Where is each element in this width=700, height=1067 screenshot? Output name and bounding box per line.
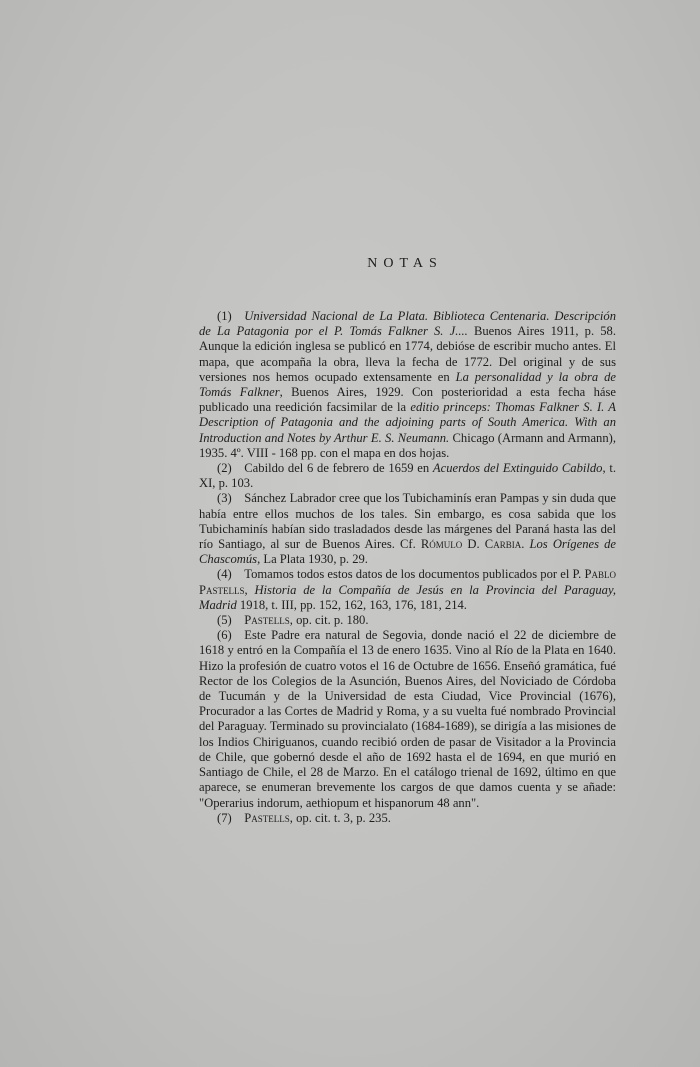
footnote-italic-text: Los Orígenes de Chascomús [199,537,617,567]
footnote-number: (3) [217,491,232,506]
footnote [199,309,616,461]
footnote-text: Tomamos todos estos datos de los documentos publicados por el P. [244,567,585,582]
footnote-italic-text: La personalidad y la obra de Tomás Falkner [199,369,617,400]
footnote [199,811,616,826]
footnote-text: . [521,537,530,552]
footnote-italic-text: Universidad Nacional de La Plata. Biblioteca Centenaria. Descripción de La Patagonia por el P. Tomás Falkner S. J.... [199,309,616,339]
footnote-number: (1) [217,309,232,323]
footnote-text: , [244,582,255,597]
footnote-text: Sánchez Labrador cree que los Tubichaminís eran Pampas y sin duda que había entre ellos muchos de los tales. Sin embargo, es cosa sabida que los Tubichaminís habían sido trasladados desde las márgenes del Paraná hasta las del río Santiago, al sur de Buenos Aires. Cf. [199,491,616,552]
footnote-text: Cabildo del 6 de febrero de 1659 en [244,461,433,476]
footnote-italic-text: editio princeps: Thomas Falkner S. I. A Description of Patagonia and the adjoining parts of South America. With an Introduction and Notes by Arthur E. S. Neumann. [199,400,616,445]
footnote-number: (4) [217,567,232,582]
footnote-text: 1918, t. III, pp. 152, 162, 163, 176, 181, 214. [236,597,467,612]
footnote-italic-text: Acuerdos del Extinguido Cabildo [432,461,603,476]
footnote-number: (7) [217,810,232,825]
footnote-number: (5) [217,613,232,628]
page-title: NOTAS [367,256,443,271]
footnote-author-name: Pastells [244,613,290,628]
footnote [199,461,616,491]
footnote-number: (6) [217,628,232,643]
footnote-text: Chicago (Armann and Armann), 1935. 4º. VIII - 168 pp. con el mapa en dos hojas. [199,430,616,460]
footnote [199,491,616,567]
footnote-number: (2) [217,461,232,476]
footnote-text: , op. cit. p. 180. [289,613,369,628]
footnote [199,567,616,613]
footnote-italic-text: Historia de la Compañía de Jesús en la Provincia del Paraguay, Madrid [199,582,616,612]
footnote-text: , t. XI, p. 103. [199,461,616,491]
footnote [199,613,616,628]
footnote-author-name: Pastells [244,810,290,825]
notes-section [199,309,616,826]
footnote-text: Este Padre era natural de Segovia, donde nació el 22 de diciembre de 1618 y entró en la Compañía el 13 de enero 1635. Vino al Río de la Plata en 1640. Hizo la profesión de cuatro votos el 16 de Octubre de 1656. Enseñó gramática, fué Rector de los Colegios de la Asunción, Buenos Aires, del Noviciado de Córdoba de Tucumán y de la Universidad de esta Ciudad, Vice Provincial (1676), Procurador a las Cortes de Madrid y Roma, y a su vuelta fué nombrado Provincial del Paraguay. Terminado su provincialato (1684-1689), se dirigía a las misiones de los Indios Chiriguanos, cuando recibió orden de pasar de Visitador a la Provincia de Chile, que gobernó desde el año de 1692 hasta el de 1694, en que murió en Santiago de Chile, el 28 de Marzo. En el catálogo trienal de 1692, último en que aparece, se enumeran brevemente los cargos de que damos cuenta y se añade: "Operarius indorum, aethiopum et hispanorum 48 ann". [199,628,616,810]
footnote-text: , Buenos Aires, 1929. Con posterioridad a esta fecha háse publicado una reedición facsimilar de la [199,385,616,415]
footnote [199,628,616,810]
footnote-text: Buenos Aires 1911, p. 58. Aunque la edición inglesa se publicó en 1774, debióse de escribir mucho antes. El mapa, que acompaña la obra, lleva la fecha de 1772. Del original y de sus versiones nos hemos ocupado extensamente en [199,324,616,384]
footnote-author-name: Pablo Pastells [199,567,616,597]
footnote-text: , op. cit. t. 3, p. 235. [289,810,391,825]
footnote-author-name: Rómulo D. Carbia [420,537,522,552]
footnote-text: , La Plata 1930, p. 29. [257,552,368,567]
